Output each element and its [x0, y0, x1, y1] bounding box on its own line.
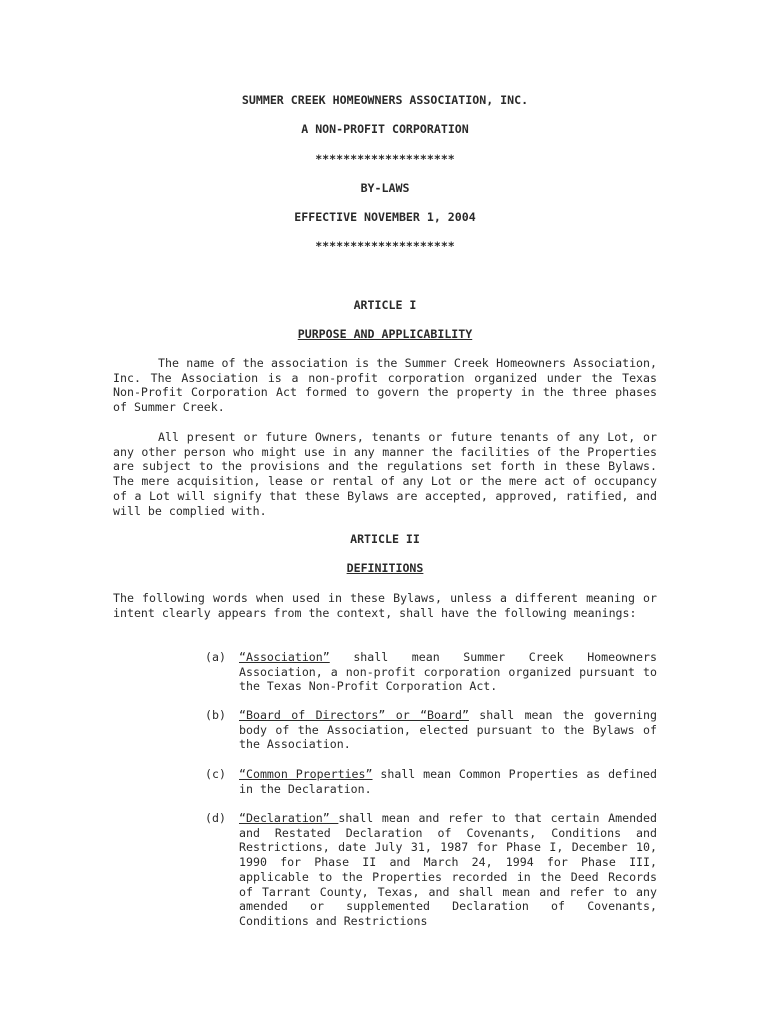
- document-header: [113, 93, 657, 269]
- definition-text: shall mean Summer Creek Homeowners Association, a non-profit corporation organized pursuant to the Texas Non-Profit Corporation Act.: [239, 650, 657, 694]
- definition-common-properties: [205, 767, 657, 796]
- definition-declaration: [205, 811, 657, 929]
- article-2-heading: ARTICLE II: [350, 532, 420, 546]
- definition-text: shall mean and refer to that certain Amended and Restated Declaration of Covenants, Conditions and Restrictions, date July 31, 1987 for Phase I, December 10, 1990 for Phase II and March 24, 1994 for Phase III, applicable to the Properties recorded in the Deed Records of Tarrant County, Texas, and shall mean and refer to any amended or supplemented Declaration of Covenants, Conditions and Restrictions: [239, 811, 657, 928]
- separator-bottom: ********************: [315, 239, 455, 254]
- article-2-subheading: DEFINITIONS: [346, 561, 424, 575]
- definition-term: “Common Properties”: [239, 767, 373, 781]
- article-1-paragraph-1: The name of the association is the Summer Creek Homeowners Association, Inc. The Association is a non-profit corporation organized under the Texas Non-Profit Corporation Act formed to govern the property in the three phases of Summer Creek.: [113, 356, 657, 415]
- definition-body: [239, 767, 657, 796]
- definition-body: [239, 708, 657, 752]
- org-name: SUMMER CREEK HOMEOWNERS ASSOCIATION, INC.: [241, 93, 529, 107]
- definition-term: “Declaration”: [239, 811, 339, 825]
- definition-body: [239, 811, 657, 929]
- definition-label: (c): [205, 767, 226, 781]
- definition-term: “Association”: [239, 650, 330, 664]
- definition-term: “Board of Directors” or “Board”: [239, 708, 469, 722]
- article-2-intro: The following words when used in these Bylaws, unless a different meaning or intent clearly appears from the context, shall have the following meanings:: [113, 591, 657, 620]
- definition-text: shall mean Common Properties as defined in the Declaration.: [239, 767, 658, 796]
- definition-text: shall mean the governing body of the Association, elected pursuant to the Bylaws of the Association.: [239, 708, 657, 752]
- article-1-subheading: PURPOSE AND APPLICABILITY: [297, 327, 473, 341]
- article-1-heading: ARTICLE I: [353, 298, 417, 312]
- article-1-paragraph-2: All present or future Owners, tenants or future tenants of any Lot, or any other person who might use in any manner the facilities of the Properties are subject to the provisions and the regulations set forth in these Bylaws. The mere acquisition, lease or rental of any Lot or the mere act of occupancy of a Lot will signify that these Bylaws are accepted, approved, ratified, and will be complied with.: [113, 430, 657, 518]
- separator-top: ********************: [315, 151, 455, 166]
- definition-board: [205, 708, 657, 752]
- definition-body: [239, 650, 657, 694]
- document-title: BY-LAWS: [360, 180, 410, 195]
- definition-label: (b): [205, 708, 226, 722]
- definition-association: [205, 650, 657, 694]
- org-type: A NON-PROFIT CORPORATION: [301, 122, 469, 137]
- definition-label: (d): [205, 811, 226, 825]
- effective-date: EFFECTIVE NOVEMBER 1, 2004: [294, 210, 476, 225]
- definition-label: (a): [205, 650, 226, 664]
